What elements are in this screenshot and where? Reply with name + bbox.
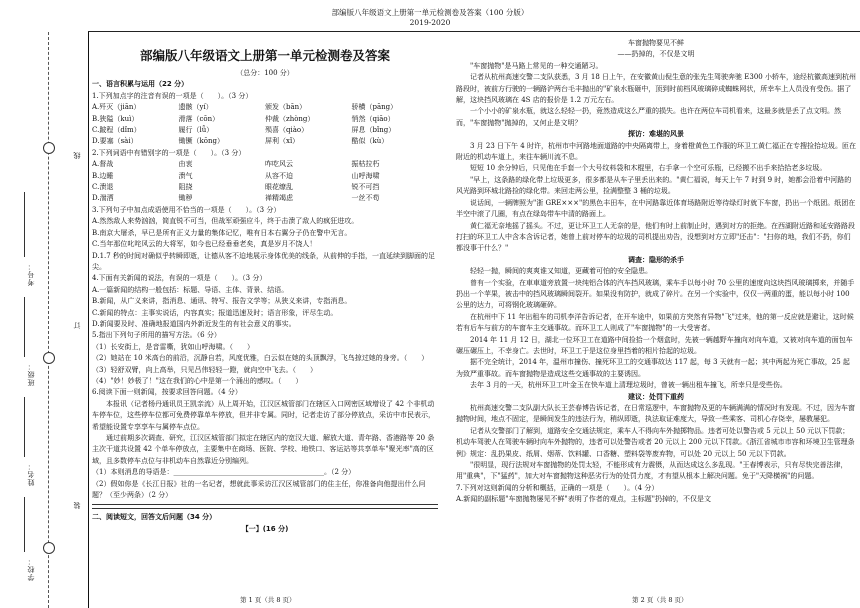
- total-score: （总分：100 分）: [236, 69, 294, 77]
- binding-hole: [43, 542, 55, 554]
- question-4: 4.下面有关新闻的说法，有误的一项是（ ）。（3 分）: [92, 274, 267, 283]
- page-footer-left: 第 1 页（共 8 页）: [240, 596, 296, 604]
- q4-option-b: B.新闻，从广义来讲，指消息、通讯、特写、报告文学等；从狭义来讲，专指消息。: [92, 297, 352, 306]
- article-paragraph: 一个小小的矿泉水瓶，就这么轻轻一扔，竟然造成这么严重的损失。也许在两位车司机看来，这最多就是丢了点文明。然而，"车窗抛物"抛掉的，又何止是文明？: [456, 107, 841, 127]
- q6-news-paragraph-2: 通过前期多次调查、研究，江汉区城管部门拟定在辖区内的宽汉大道、解放大道、青年路、香港路等 20 条主次干道共设置 42 个单车停放点，主要集中在商场、医院、学校、地铁口、客运站等共享单车"聚光率"高的区域，且多数停车点位与非机动车自然靠近分别编列。: [92, 434, 435, 465]
- article-paragraph: 据不完全统计，2014 年，温州市撞伤、撞死环卫工的交通事故达 117 起，每 3 天就有一起；其中两起为死亡事故，25 起为致严重事故。而车窗抛物是造成这些交通事故的主要诱因。: [456, 358, 850, 378]
- answer-line[interactable]: [92, 504, 438, 505]
- binding-hole: [43, 142, 55, 154]
- article-subtitle: ——扔掉的，不仅是文明: [617, 50, 695, 59]
- q1-option-c: C.跛程（dǐm） 履行（lǚ） 殒喜（qiào） 屏息（bǐng）: [92, 126, 396, 135]
- class-underline[interactable]: [24, 297, 25, 357]
- margin-mark-line: 线: [73, 152, 81, 159]
- article-paragraph: "车窗抛物"是马路上常见的一种交通陋习。: [470, 61, 603, 70]
- article-paragraph: 曾有一个实验，在車車道旁放置一块纯铝合体的汽车挡风玻璃，乘车手以每小时 70 公里的速度向这块挡风玻璃掷来，并随手扔出一个苹果，被击中的挡风玻璃瞬间裂开。如果没有防护，就成了碎片。在另一个实验中，仅仅一两重的蛋，能以每小时 100 公里的达力，可将钢化玻璃砸碎。: [456, 278, 855, 310]
- header-rule: [88, 31, 860, 32]
- article-paragraph: 去年 3 月的一天，杭州环卫工叶金玉在快车道上清理垃圾时，曾被一辆出租车撞飞，所幸只是受些伤。: [470, 381, 787, 390]
- question-2: 2.下列词语中有错别字的一项是（ ）。（3 分）: [92, 148, 246, 157]
- q1-option-a: A.歼灭（jiān） 遗骸（yí） 颁发（bān） 骄横（pāng）: [92, 103, 398, 112]
- article-paragraph: 3 月 23 日下午 4 时许，杭州市中河路地面道路的中央隔离带上，身着橙黄色工作服的环卫工黄仁福正在专搜捡拾垃圾。匝在附近的机动车道上，来往车辆川流不息。: [456, 141, 856, 162]
- q3-option-a: A.然然敌人来势汹汹，简直锐不可当，但战军顽强应斗，终于击溃了敌人的疯狂进攻。: [92, 217, 359, 226]
- part-1-heading: 【一】(16 分): [241, 524, 289, 533]
- article-paragraph: 记者从交警部门了解到，道路安全交通法规定，乘车人不得向车外抛掷物品。违者可处以警告或 5 元以上 50 元以下罚款；机动车驾驶人在驾驶车辆时向车外抛物的，违者可以处警告或者 20 元以上 200 元以下罚款。《浙江省城市市容和环境卫生管理条例》规定：乱扔果皮、纸屑、烟蒂、饮料罐、口香糖、塑料袋等废弃物，可以处 20 元以上 50 元以下罚款。: [456, 426, 855, 458]
- q2-option-a: A.督战 由衷 咋吃风云 振枯拉朽: [92, 160, 380, 169]
- page-header: [0, 8, 860, 28]
- article-title: 车窗抛物要见不鲜: [628, 39, 684, 47]
- question-3: 3.下列句子中加点成语使用不恰当的一项是（ ）。（3 分）: [92, 205, 281, 214]
- name-label: 姓名：: [27, 462, 35, 486]
- article-heading-3: 建议：处罚下重药: [628, 392, 684, 401]
- answer-line[interactable]: [92, 508, 438, 509]
- section-1-heading: 一、语言积累与运用（22 分）: [92, 80, 189, 89]
- q6-subquestion-2: （2）假如你是《长江日报》社的一名记者，想就此事采访江汉区城管部门的住主任，你准备向他提出什么问题？（至少两条）（2 分）: [92, 479, 426, 500]
- q1-option-b: B.狭隘（kuì） 滑落（cōn） 仲裁（zhòng） 悄然（qiāo）: [92, 114, 395, 123]
- school-underline[interactable]: [24, 497, 25, 552]
- article-heading-1: 探访：难堪的风景: [628, 130, 684, 139]
- header-year: 2019-2020: [409, 18, 451, 27]
- class-label: 班级：: [27, 362, 35, 386]
- margin-mark-bind: 装: [73, 502, 81, 509]
- page-footer-right: 第 2 页（共 8 页）: [632, 596, 688, 604]
- q2-option-c: C.溃退 阻挠 眼花缭乱 锐不可挡: [92, 183, 380, 192]
- number-underline[interactable]: [24, 192, 25, 257]
- q5-item-4: （4）"妙！妙极了！"这在我们的心中是第一个涌出的感叹。（ ）: [92, 376, 303, 385]
- binding-margin: [0, 32, 89, 608]
- article-paragraph: 说话间，一辆牌照为"浙 GRE×××"的黑色丰田车，在中河路靠近体育场路附近等待绿灯时就下车窗，扔出一个纸团。纸团在半空中滚了几圈，有点在绿岛带车中清的路面上。: [456, 198, 856, 219]
- q3-option-d: D.1.7 秒的时间对确似乎转瞬即逝，让德从客不迫地展示身体优美的线条，从前伸的手指，一直延续到脚面的足尖。: [92, 251, 435, 271]
- q5-item-3: （3）轻舒双臂，向上高举，只见吕伟轻轻一蹬，就向空中飞去。（ ）: [92, 365, 317, 374]
- q3-option-c: C.当年那位叱咤风云的大将军，如今也已经垂垂老矣，真是岁月不饶人！: [92, 240, 317, 249]
- article-heading-2: 调查：隐形的杀手: [628, 255, 684, 264]
- article-paragraph: 短短 10 余分钟后，只见他在手套一个大号纹料袋和木棍里，右手拿一个空可乐瓶，已经搬不出手来拾拾老多垃圾。: [470, 164, 827, 173]
- q4-option-a: A.一篇新闻的结构一般包括：标题、导语、主体、背景、结语。: [92, 285, 289, 294]
- article-paragraph: 在杭州中下 11 年出租车的司机李洋告诉记者，在开车途中，如果前方突然有异物"飞"过来，他的第一反应就是避让，这时候若有后车与前方的车窗车主交通事故。而环卫工人则成了"车窗抛物"的一大受害者。: [456, 312, 854, 333]
- page-title: 部编版八年级语文上册第一单元检测卷及答案: [139, 48, 390, 63]
- article-paragraph: "早上，这条路的绿化带上垃圾更多，很多都是从车子里丢出来的。"黄仁福说，每天上午 7 时到 9 时，她都会沿着中河路的风光路到环城北路捡的绿化带。来回走两公里，捡满整整 3 桶的垃圾。: [456, 175, 852, 196]
- cut-line: [48, 32, 49, 608]
- binding-hole: [43, 352, 55, 364]
- article-paragraph: 2014 年 11 月 12 日，湖北一位环卫工在道路中间捡拾一个烟盒时，先被一辆越野车撞向对向车道，又被对向车道的面包车碾压碾压上，不幸身亡。去世时，环卫工于是这位身里挡着的相片拾起的垃圾。: [456, 335, 853, 355]
- q5-item-1: （1）长安街上，是音雷嘶，犹如山呼海啸。（ ）: [92, 342, 254, 351]
- q6-subquestion-1: （1）本则消息的导语是：___________________________________________。（2 分）: [92, 468, 356, 477]
- article-paragraph: 黄仁福无奈地摇了摇头。不过，更让环卫工人无奈的是，他们有时上前制止时，遇到对方的拒绝。在西湖附近路和延安路路段打扫的环卫工人中含本含诉记者，她曾上前对停车的垃圾的司机提出劝告，没想到对方立即"还击"："扫你的地，我们不扔，你们都没事干什么？": [456, 221, 855, 253]
- article-paragraph: 记者从杭州高速交警二支队获悉，3 月 18 日上午，在安徽黄山倪生意的张先生驾驶奔驰 E300 小轿车，途经杭徽高速到杭州路段时，被前方行驶的一辆路沪两台毛丰抛出的"矿泉水瓶砸中，顶到时前档风玻璃碎成蜘蛛网状，所幸车上人员没有受伤。据了解，这块挡风玻璃在 4S 店的报价是 1.2 万元左右。: [456, 73, 856, 105]
- school-label: 学校：: [27, 557, 35, 581]
- q7-option-a: A.新闻的副标题"车窗抛物屡见不鲜"表明了作者的观点，主标题"扔掉的，不仅是文: [456, 495, 711, 504]
- q3-option-b: B.南京大屠杀，早已是所有正义力量的集体记忆，唯有日本右翼分子仍在警中无言。: [92, 228, 352, 237]
- question-6: 6.阅读下面一则新闻，按要求回答问题。（4 分）: [92, 388, 242, 397]
- name-underline[interactable]: [24, 397, 25, 457]
- q5-item-2: （2）她站在 10 米高台的前沿，沉静自若，风度优雅，白云似在她的头顶飘浮，飞鸟掠过她的身旁。（ ）: [92, 354, 429, 363]
- left-column: [92, 38, 438, 535]
- q4-option-d: D.新闻要及时、准确地报道国内外新近发生的有社会意义的事实。: [92, 319, 296, 328]
- article-paragraph: 杭州高速交警二支队副大队长王芸春博告诉记者，在日常巡逻中，车窗抛物及更的车辆满满的情况时有发现。不过，因为车窗抛物时间，地点不固定，是瞬间发生的违法行为，稍纵即逝，执法取证难度大，导致一些乘客、司机心存侥幸，屡教屡犯。: [456, 404, 855, 424]
- right-column: [456, 38, 856, 506]
- header-title: 部编版八年级语文上册第一单元检测卷及答案（100 分版）: [331, 8, 529, 17]
- question-5: 5.指出下列句子所用的描写方法。（6 分）: [92, 331, 221, 340]
- q1-option-d: D.要塞（sài） 锄镢（kōng） 屏利（xǐ） 酷似（kù）: [92, 137, 389, 146]
- q2-option-d: D.湍洒 锄秽 禅精竭虑 一丝不苟: [92, 194, 380, 203]
- article-paragraph: 轻轻一抛，瞬间的爽爽谁又知道，更藏着可怕的安全隐患。: [470, 267, 652, 276]
- number-label: 考号：: [27, 262, 35, 286]
- q6-news-paragraph-1: 本报讯（记者杨丹通讯员王凯亲流）从上周开始，江汉区城管部门在辖区入口网密区域增设了 42 个非机动车停车位，这些停车位都可免费停靠单车停放，但并非专属。同时，记者走访了部分停放点，采访中市民表示，希望能设置专享享车与属停车点位。: [92, 399, 435, 431]
- q4-option-c: C.新闻的特点：主事实说话，内容真实；报道迅速及时；语言形象，评尽生动。: [92, 308, 338, 317]
- q2-option-b: B.边睡 溃气 从容不迫 山呼海啸: [92, 171, 380, 180]
- margin-mark-order: 订: [73, 322, 81, 329]
- question-1: 1.下列加点字的注音有误的一项是（ ）。（3 分）: [92, 91, 253, 100]
- section-2-heading: 二、阅读短文，回答文后问题（34 分）: [92, 513, 217, 522]
- question-7: 7.下列对这则新闻的分析和概括，正确的一项是（ ）。（4 分）: [456, 483, 659, 492]
- article-paragraph: "很明显，现行法规对车窗抛物的处罚太轻，不能形成有力震慑，从而达成这么多乱现。"王春博表示，只有尽快完善法律，用"重典"，下"猛药"，加大对车窗抛物这种恶劣行为的处罚力度，才有望从根本上解决问题。免于"天降横祸"的问题。: [456, 461, 848, 481]
